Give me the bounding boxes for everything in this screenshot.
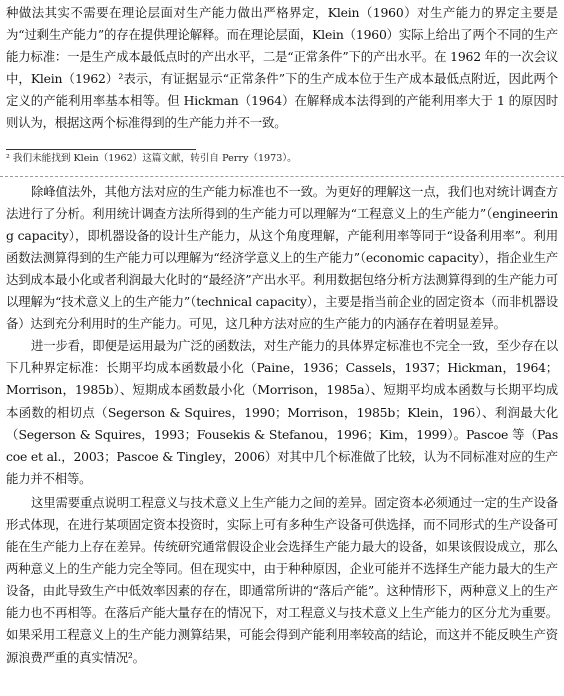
page-divider [0, 176, 564, 177]
paragraph-top: 种做法其实不需要在理论层面对生产能力做出严格界定，Klein（1960）对生产能力的界定主要是为“过剩生产能力”的存在提供理论解释。而在理论层面，Klein（1960）实际上给出了两个不同的生产能力标准：一是生产成本最低点时的产出水平，二是“正常条件”下的产出水平。在 1962 年的一次会议中，Klein（1962）²表示，有证据显示“正常条件”下的生产成本位于生产成本最低点附近，因此两个定义的产能利用率基本相等。但 Hickman（1964）在解释成本法得到的产能利用率大于 1 的原因时则认为，根据这两个标准得到的生产能力并不一致。 [6, 5, 558, 131]
paragraph-function-method: 进一步看，即便是运用最为广泛的函数法，对生产能力的具体界定标准也不完全一致，至少存在以下几种界定标准：长期平均成本函数最小化（Paine，1936；Cassels，1937；Hickman，1964；Morrison，1985b）、短期成本函数最小化（Morrison，1985a）、短期平均成本函数与长期平均成本函数的相切点（Segerson & Squires，1990；Morrison，1985b；Klein，196）、利润最大化（Segerson & Squires，1993；Fousekis & Stefanou，1996；Kim，1999）。Pascoe 等（Pascoe et al.，2003；Pascoe & Tingley，2006）对其中几个标准做了比较，认为不同标准对应的生产能力并不相等。 [6, 338, 558, 486]
footnote: ² 我们未能找到 Klein（1962）这篇文献，转引自 Perry（1973）。 [6, 152, 297, 164]
footnote-rule [6, 149, 196, 150]
paragraph-methods: 除峰值法外，其他方法对应的生产能力标准也不一致。为更好的理解这一点，我们也对统计调查方法进行了分析。利用统计调查方法所得到的生产能力可以理解为“工程意义上的生产能力”（engineering capacity），即机器设备的设计生产能力，从这个角度理解，产能利用率等同于“设备利用率”。利用函数法测算得到的生产能力可以理解为“经济学意义上的生产能力”（economic capacity），指企业生产达到成本最小化或者利润最大化时的“最经济”产出水平。利用数据包络分析方法测算得到的生产能力可以理解为“技术意义上的生产能力”（technical capacity），主要是指当前企业的固定资本（而非机器设备）达到充分利用时的生产能力。可见，这几种方法对应的生产能力的内涵存在着明显差异。 [6, 183, 558, 332]
paragraph-engineering-vs-technical: 这里需要重点说明工程意义与技术意义上生产能力之间的差异。固定资本必须通过一定的生产设备形式体现，在进行某项固定资本投资时，实际上可有多种生产设备可供选择，而不同形式的生产设备可能在生产能力上存在差异。传统研究通常假设企业会选择生产能力最大的设备，如果该假设成立，那么两种意义上的生产能力完全等同。但在现实中，由于种种原因，企业可能并不选择生产能力最大的生产设备，由此导致生产中低效率因素的存在，即通常所讲的“落后产能”。这种情形下，两种意义上的生产能力也不再相等。在落后产能大量存在的情况下，对工程意义与技术意义上生产能力的区分尤为重要。如果采用工程意义上的生产能力测算结果，可能会得到产能利用率较高的结论，而这并不能反映生产资源浪费严重的真实情况²。 [6, 494, 558, 665]
